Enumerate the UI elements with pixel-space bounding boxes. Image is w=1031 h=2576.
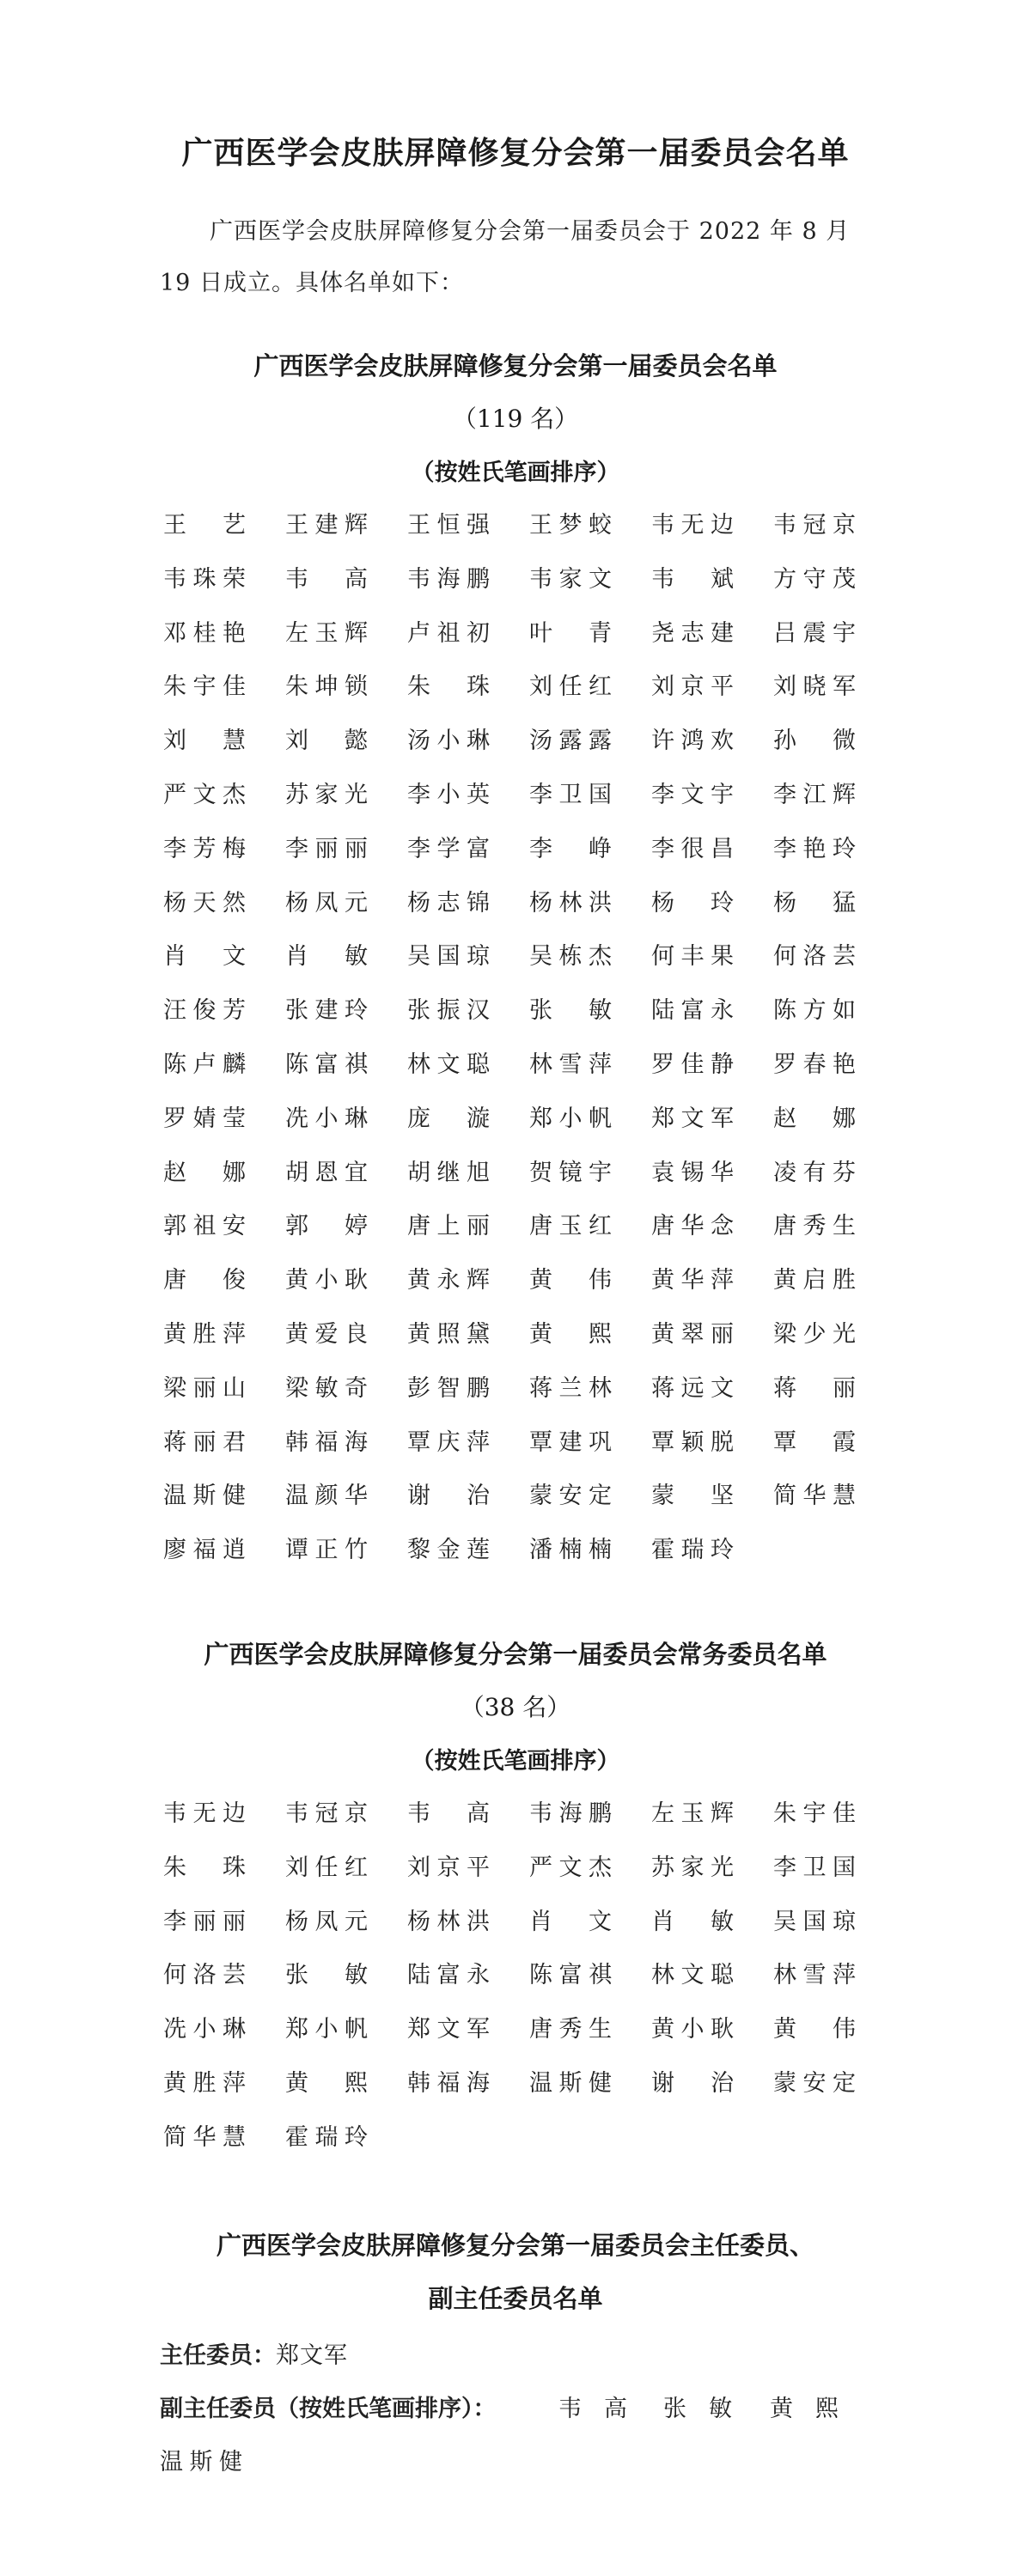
vice-chair-name: 黄 熙 [770,2396,839,2422]
name-entry: 刘 京 平 [651,673,734,701]
name-entry: 汤 露 露 [529,728,612,755]
name-entry: 陈 方 如 [773,997,856,1025]
name-entry: 吴 国 琼 [773,1908,856,1935]
name-entry: 陈 富 祺 [285,1050,368,1078]
name-entry: 温 颜 华 [285,1483,368,1510]
name-entry: 郭 婷 [285,1213,368,1240]
name-entry: 韦 冠 京 [773,512,856,539]
name-entry: 黄 胜 萍 [163,2069,246,2097]
name-entry: 郑 小 帆 [285,2016,368,2043]
name-entry: 蒙 安 定 [529,1483,612,1510]
name-entry: 庞 漩 [407,1105,490,1132]
name-entry: 黄 翠 丽 [651,1320,734,1348]
name-entry: 袁 锡 华 [651,1159,734,1186]
name-entry: 郑 文 军 [407,2016,490,2043]
name-entry: 左 玉 辉 [285,619,368,647]
name-entry: 韦 高 [285,565,368,593]
name-entry: 刘 慧 [163,728,246,755]
name-entry: 张 敏 [529,997,612,1025]
name-entry: 冼 小 琳 [285,1105,368,1132]
name-entry: 蒋 丽 君 [163,1428,246,1456]
name-entry: 潘 楠 楠 [529,1537,612,1564]
name-entry: 谢 治 [651,2069,734,2097]
name-entry: 陈 卢 麟 [163,1050,246,1078]
name-entry: 杨 林 洪 [407,1908,490,1935]
name-entry: 赵 娜 [163,1159,246,1186]
name-entry: 唐 华 念 [651,1213,734,1240]
name-entry: 郭 祖 安 [163,1213,246,1240]
name-entry: 汪 俊 芳 [163,997,246,1025]
name-entry: 朱 宇 佳 [163,673,246,701]
standing-order-note: （按姓氏笔画排序） [411,1748,620,1775]
name-entry: 汤 小 琳 [407,728,490,755]
name-entry: 彭 智 鹏 [407,1374,490,1402]
vice-chair-names [0,2390,1031,2484]
name-entry: 李 峥 [529,835,612,862]
name-entry: 凌 有 芬 [773,1159,856,1186]
name-entry: 林 雪 萍 [773,1962,856,1989]
name-entry: 林 雪 萍 [529,1050,612,1078]
name-entry: 韦 海 鹏 [529,1800,612,1827]
name-entry: 朱 珠 [163,1854,246,1881]
name-entry: 贺 镜 宇 [529,1159,612,1186]
name-entry: 梁 少 光 [773,1320,856,1348]
name-entry: 陈 富 祺 [529,1962,612,1989]
name-entry: 黄 伟 [529,1267,612,1294]
name-entry: 肖 敏 [285,943,368,971]
name-entry: 左 玉 辉 [651,1800,734,1827]
name-entry: 苏 家 光 [651,1854,734,1881]
name-entry: 温 斯 健 [163,1483,246,1510]
name-entry: 李 艳 玲 [773,835,856,862]
members-name-grid [163,509,894,1587]
name-entry: 杨 天 然 [163,889,246,917]
name-entry: 王 艺 [163,512,246,539]
name-entry: 何 洛 芸 [163,1962,246,1989]
name-entry: 黄 启 胜 [773,1267,856,1294]
name-entry: 覃 庆 萍 [407,1428,490,1456]
vice-chair-name: 韦 高 [558,2396,627,2422]
name-entry: 叶 青 [529,619,612,647]
chair-label: 主任委员： [160,2342,276,2369]
members-title: 广西医学会皮肤屏障修复分会第一届委员会名单 [253,351,778,381]
name-entry: 王 梦 蛟 [529,512,612,539]
name-entry: 郑 小 帆 [529,1105,612,1132]
name-entry: 唐 上 丽 [407,1213,490,1240]
standing-name-grid [163,1797,894,2175]
name-entry: 尧 志 建 [651,619,734,647]
name-entry: 黎 金 莲 [407,1537,490,1564]
name-entry: 黄 爱 良 [285,1320,368,1348]
name-entry: 吴 国 琼 [407,943,490,971]
name-entry: 陆 富 永 [407,1962,490,1989]
name-entry: 李 丽 丽 [285,835,368,862]
name-entry: 赵 娜 [773,1105,856,1132]
intro-paragraph: 广西医学会皮肤屏障修复分会第一届委员会于 2022 年 8 月 19 日成立。具体名单如下： [160,218,851,296]
name-entry: 林 文 聪 [407,1050,490,1078]
name-entry: 唐 俊 [163,1267,246,1294]
name-entry: 蒋 远 文 [651,1374,734,1402]
name-entry: 韦 家 文 [529,565,612,593]
members-count: （119 名） [452,405,579,433]
name-entry: 许 鸿 欢 [651,728,734,755]
name-entry: 李 芳 梅 [163,835,246,862]
name-entry: 韦 斌 [651,565,734,593]
name-entry: 蒋 丽 [773,1374,856,1402]
name-entry: 覃 建 巩 [529,1428,612,1456]
name-entry: 杨 凤 元 [285,1908,368,1935]
name-entry: 韦 海 鹏 [407,565,490,593]
name-entry: 杨 林 洪 [529,889,612,917]
name-entry: 韦 高 [407,1800,490,1827]
name-entry: 刘 任 红 [529,673,612,701]
name-entry: 李 小 英 [407,781,490,808]
name-entry: 郑 文 军 [651,1105,734,1132]
name-entry: 李 江 辉 [773,781,856,808]
name-entry: 廖 福 逍 [163,1537,246,1564]
name-entry: 罗 佳 静 [651,1050,734,1078]
name-entry: 霍 瑞 玲 [651,1537,734,1564]
name-entry: 覃 颖 脱 [651,1428,734,1456]
name-entry: 杨 凤 元 [285,889,368,917]
name-entry: 黄 永 辉 [407,1267,490,1294]
name-entry: 罗 婧 莹 [163,1105,246,1132]
document-title: 广西医学会皮肤屏障修复分会第一届委员会名单 [181,136,850,171]
standing-title: 广西医学会皮肤屏障修复分会第一届委员会常务委员名单 [204,1640,827,1669]
name-entry: 冼 小 琳 [163,2016,246,2043]
name-entry: 韦 无 边 [651,512,734,539]
name-entry: 李 学 富 [407,835,490,862]
name-entry: 霍 瑞 玲 [285,2123,368,2151]
vice-chair-name: 张 敏 [663,2396,732,2422]
name-entry: 罗 春 艳 [773,1050,856,1078]
name-entry: 谢 治 [407,1483,490,1510]
name-entry: 刘 任 红 [285,1854,368,1881]
standing-count: （38 名） [460,1693,571,1721]
name-entry: 李 文 宇 [651,781,734,808]
name-entry: 朱 宇 佳 [773,1800,856,1827]
name-entry: 肖 文 [529,1908,612,1935]
name-entry: 王 恒 强 [407,512,490,539]
vice-chair-label: 副主任委员（按姓氏笔画排序）： [160,2396,497,2422]
name-entry: 胡 恩 宜 [285,1159,368,1186]
name-entry: 杨 志 锦 [407,889,490,917]
name-entry: 韩 福 海 [285,1428,368,1456]
name-entry: 蒙 坚 [651,1483,734,1510]
name-entry: 严 文 杰 [529,1854,612,1881]
name-entry: 陆 富 永 [651,997,734,1025]
name-entry: 唐 玉 红 [529,1213,612,1240]
name-entry: 谭 正 竹 [285,1537,368,1564]
name-entry: 黄 胜 萍 [163,1320,246,1348]
name-entry: 唐 秀 生 [773,1213,856,1240]
name-entry: 方 守 茂 [773,565,856,593]
name-entry: 李 丽 丽 [163,1908,246,1935]
name-entry: 李 很 昌 [651,835,734,862]
chair-name: 郑文军 [276,2342,348,2369]
name-entry: 蒙 安 定 [773,2069,856,2097]
name-entry: 韦 冠 京 [285,1800,368,1827]
name-entry: 黄 小 耿 [651,2016,734,2043]
name-entry: 肖 敏 [651,1908,734,1935]
name-entry: 朱 坤 锁 [285,673,368,701]
name-entry: 韦 珠 荣 [163,565,246,593]
name-entry: 黄 熙 [285,2069,368,2097]
members-order-note: （按姓氏笔画排序） [411,460,620,486]
name-entry: 简 华 慧 [773,1483,856,1510]
vice-chair-name: 温 斯 健 [160,2449,242,2476]
name-entry: 杨 猛 [773,889,856,917]
chair-line [160,2336,348,2370]
name-entry: 王 建 辉 [285,512,368,539]
name-entry: 覃 霞 [773,1428,856,1456]
name-entry: 杨 玲 [651,889,734,917]
name-entry: 梁 敏 奇 [285,1374,368,1402]
name-entry: 肖 文 [163,943,246,971]
name-entry: 张 振 汉 [407,997,490,1025]
leadership-title-line2: 副主任委员名单 [428,2284,603,2313]
name-entry: 韦 无 边 [163,1800,246,1827]
name-entry: 张 建 玲 [285,997,368,1025]
name-entry: 何 丰 果 [651,943,734,971]
name-entry: 黄 小 耿 [285,1267,368,1294]
name-entry: 韩 福 海 [407,2069,490,2097]
name-entry: 何 洛 芸 [773,943,856,971]
name-entry: 朱 珠 [407,673,490,701]
name-entry: 严 文 杰 [163,781,246,808]
name-entry: 刘 懿 [285,728,368,755]
name-entry: 李 卫 国 [529,781,612,808]
name-entry: 黄 伟 [773,2016,856,2043]
name-entry: 孙 微 [773,728,856,755]
leadership-title-line1: 广西医学会皮肤屏障修复分会第一届委员会主任委员、 [216,2231,814,2260]
name-entry: 简 华 慧 [163,2123,246,2151]
name-entry: 黄 华 萍 [651,1267,734,1294]
name-entry: 邓 桂 艳 [163,619,246,647]
name-entry: 苏 家 光 [285,781,368,808]
name-entry: 蒋 兰 林 [529,1374,612,1402]
name-entry: 刘 晓 军 [773,673,856,701]
name-entry: 梁 丽 山 [163,1374,246,1402]
name-entry: 林 文 聪 [651,1962,734,1989]
name-entry: 温 斯 健 [529,2069,612,2097]
name-entry: 胡 继 旭 [407,1159,490,1186]
name-entry: 李 卫 国 [773,1854,856,1881]
name-entry: 刘 京 平 [407,1854,490,1881]
name-entry: 黄 照 黛 [407,1320,490,1348]
name-entry: 唐 秀 生 [529,2016,612,2043]
name-entry: 吴 栋 杰 [529,943,612,971]
name-entry: 吕 震 宇 [773,619,856,647]
name-entry: 张 敏 [285,1962,368,1989]
name-entry: 黄 熙 [529,1320,612,1348]
name-entry: 卢 祖 初 [407,619,490,647]
